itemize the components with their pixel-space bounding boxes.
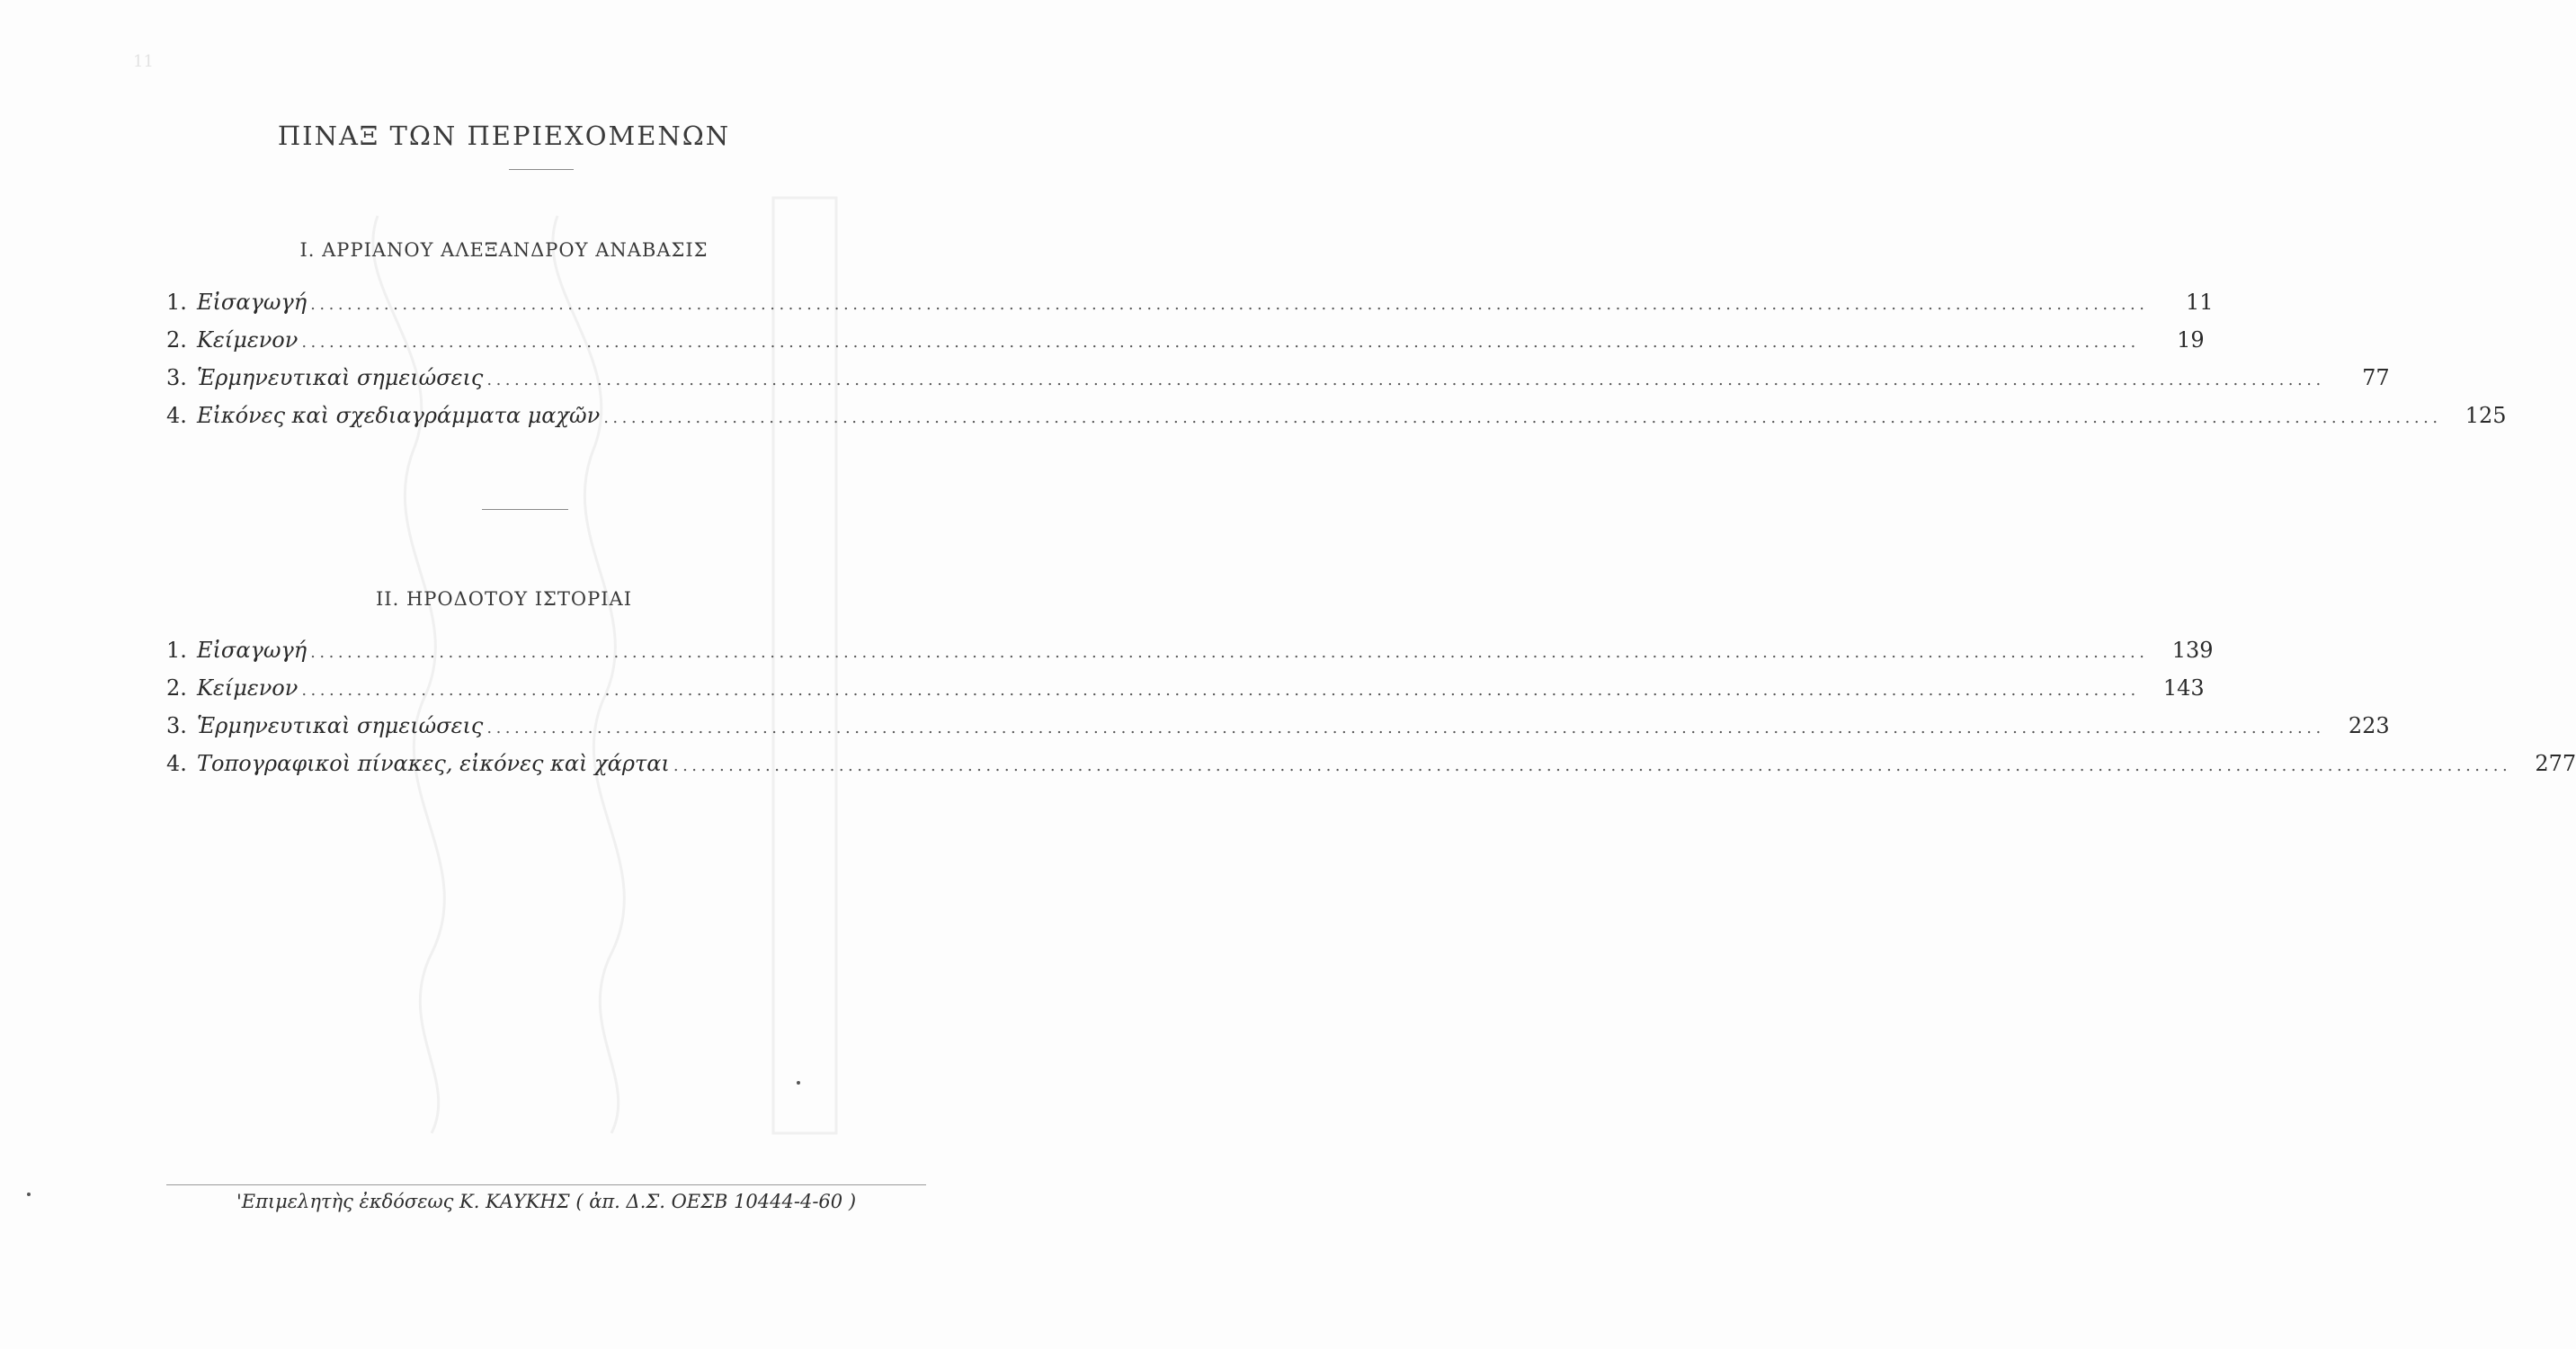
leader-dots: ........................................................................................................................................................................................................ bbox=[603, 408, 2442, 427]
entry-number: 1. bbox=[166, 638, 187, 663]
section-heading: ΙΙ. ΗΡΟΔΟΤΟΥ ΙΣΤΟΡΙΑΙ bbox=[376, 588, 632, 610]
toc-list bbox=[166, 290, 2507, 441]
entry-page: 277 bbox=[2535, 751, 2576, 776]
toc-entry[interactable] bbox=[166, 290, 2214, 327]
leader-dots: ........................................................................................................................................................................................................ bbox=[486, 719, 2325, 737]
entry-number: 1. bbox=[166, 290, 187, 315]
toc-entry[interactable] bbox=[166, 713, 2390, 751]
entry-title: Κείμενον bbox=[197, 675, 299, 701]
entry-title: Ἑρμηνευτικαὶ σημειώσεις bbox=[197, 365, 484, 390]
title-rule bbox=[509, 169, 574, 170]
entry-title: Εἰσαγωγή bbox=[197, 638, 308, 663]
toc-entry[interactable] bbox=[166, 751, 2576, 789]
leader-dots: ........................................................................................................................................................................................................ bbox=[673, 756, 2512, 775]
leader-dots: ........................................................................................................................................................................................................ bbox=[310, 643, 2149, 662]
toc-entry[interactable] bbox=[166, 327, 2205, 365]
section-heading: Ι. ΑΡΡΙΑΝΟΥ ΑΛΕΞΑΝΔΡΟΥ ΑΝΑΒΑΣΙΣ bbox=[299, 239, 709, 261]
entry-number: 2. bbox=[166, 675, 187, 701]
entry-number: 2. bbox=[166, 327, 187, 353]
leader-dots: ........................................................................................................................................................................................................ bbox=[301, 681, 2140, 700]
entry-title: Εἰσαγωγή bbox=[197, 290, 308, 315]
entry-page: 139 bbox=[2171, 638, 2214, 663]
entry-title: Κείμενον bbox=[197, 327, 299, 353]
main-title: ΠΙΝΑΞ ΤΩΝ ΠΕΡΙΕΧΟΜΕΝΩΝ bbox=[277, 121, 731, 151]
leader-dots: ........................................................................................................................................................................................................ bbox=[301, 333, 2140, 352]
section-divider bbox=[482, 509, 568, 510]
entry-number: 4. bbox=[166, 403, 187, 428]
entry-number: 4. bbox=[166, 751, 187, 776]
leader-dots: ........................................................................................................................................................................................................ bbox=[310, 295, 2149, 314]
entry-page: 19 bbox=[2177, 327, 2205, 353]
toc-entry[interactable] bbox=[166, 403, 2507, 441]
toc-entry[interactable] bbox=[166, 365, 2390, 403]
entry-page: 125 bbox=[2465, 403, 2507, 428]
toc-entry[interactable] bbox=[166, 675, 2205, 713]
entry-title: Ἑρμηνευτικαὶ σημειώσεις bbox=[197, 713, 484, 738]
entry-page: 11 bbox=[2185, 290, 2214, 315]
entry-number: 3. bbox=[166, 365, 187, 390]
entry-page: 143 bbox=[2162, 675, 2205, 701]
leader-dots: ........................................................................................................................................................................................................ bbox=[486, 371, 2325, 389]
footer-rule bbox=[166, 1184, 926, 1185]
entry-number: 3. bbox=[166, 713, 187, 738]
page-number: 11 bbox=[133, 52, 154, 71]
entry-page: 223 bbox=[2348, 713, 2390, 738]
entry-title: Εἰκόνες καὶ σχεδιαγράμματα μαχῶν bbox=[197, 403, 601, 428]
speck-mark bbox=[27, 1193, 31, 1196]
entry-title: Τοπογραφικοὶ πίνακες, εἰκόνες καὶ χάρται bbox=[197, 751, 670, 776]
toc-entry[interactable] bbox=[166, 638, 2214, 675]
speck-mark bbox=[797, 1081, 800, 1085]
toc-list bbox=[166, 638, 2576, 789]
editor-note: 'Επιμελητὴς ἐκδόσεως Κ. ΚΑΥΚΗΣ ( ἀπ. Δ.Σ. ΟΕΣΒ 10444-4-60 ) bbox=[236, 1191, 857, 1212]
entry-page: 77 bbox=[2362, 365, 2390, 390]
